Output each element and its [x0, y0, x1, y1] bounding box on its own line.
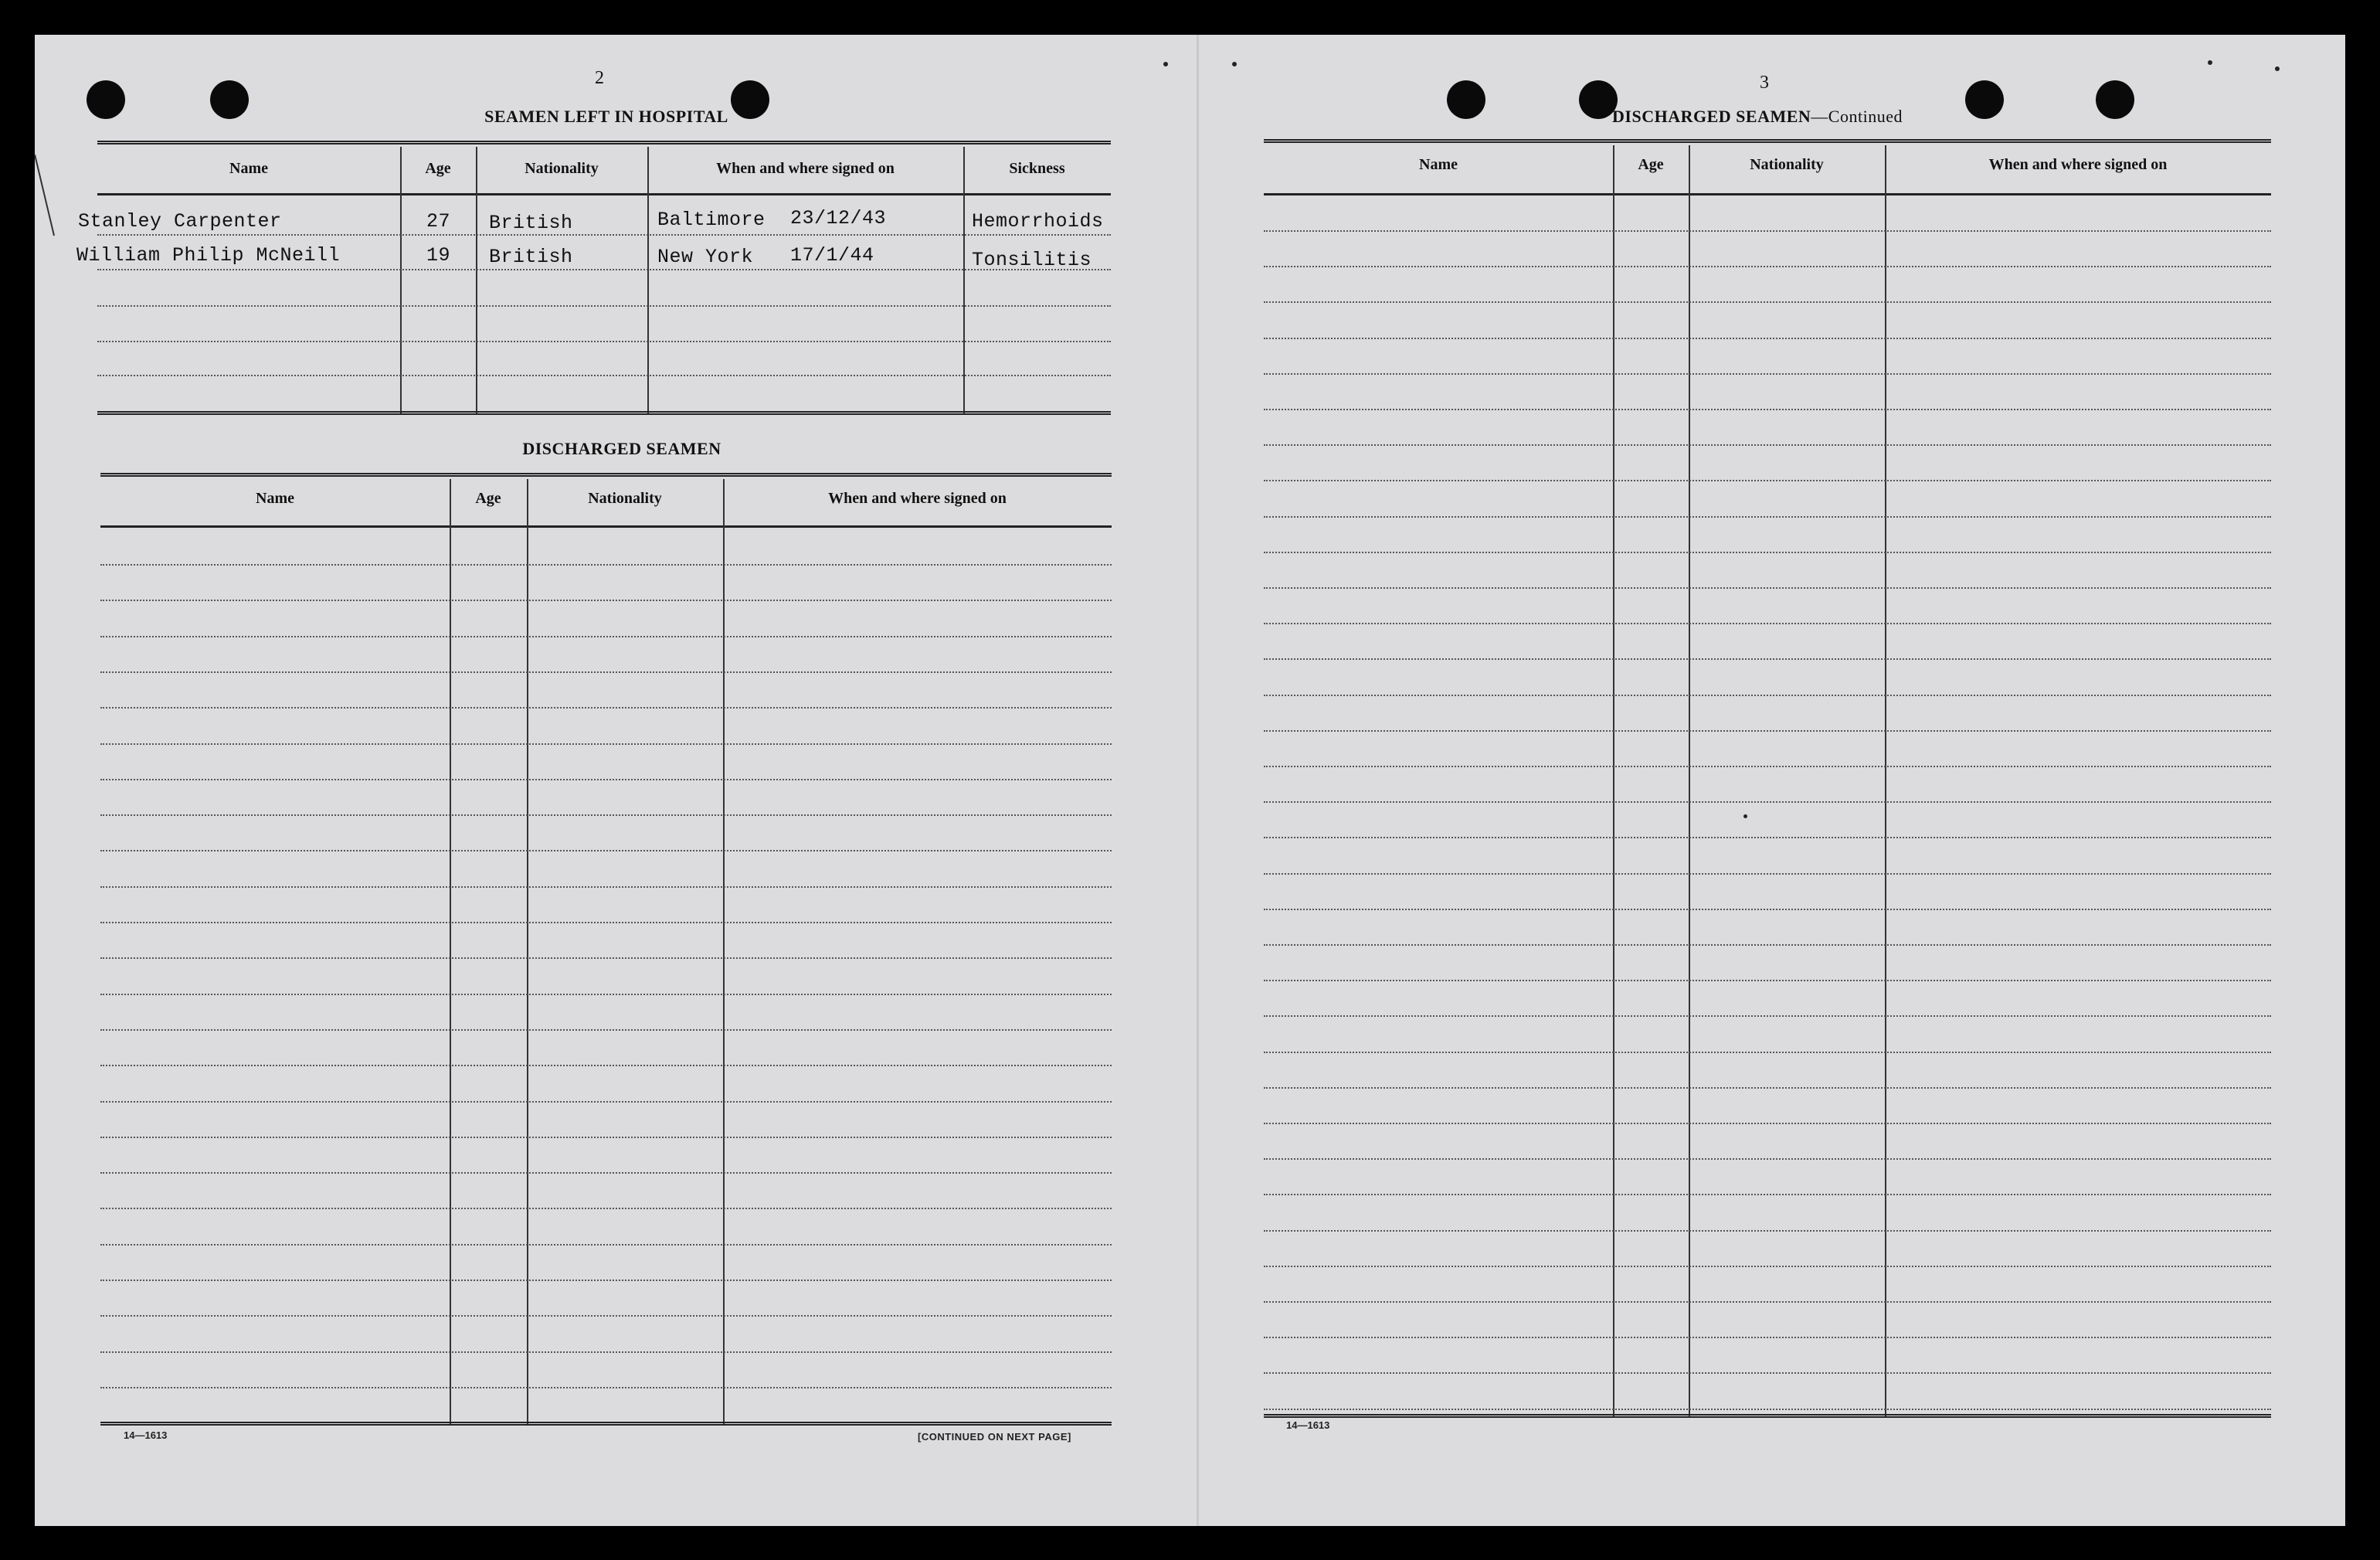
table-row — [1264, 301, 2271, 303]
discharged-section-title: DISCHARGED SEAMEN — [522, 439, 721, 458]
seaman-nationality: British — [489, 246, 573, 268]
table-row — [100, 600, 1112, 601]
table-row — [1264, 730, 2271, 732]
sickness: Tonsilitis — [972, 249, 1092, 271]
table-row — [1264, 837, 2271, 838]
table-row — [100, 850, 1112, 851]
table-row — [1264, 1409, 2271, 1410]
signed-on-place: Baltimore — [657, 209, 766, 231]
table-row — [1264, 338, 2271, 339]
table-row — [1264, 944, 2271, 946]
table-row — [1264, 1301, 2271, 1303]
table-row — [1264, 909, 2271, 910]
seaman-age: 19 — [426, 244, 451, 267]
page-number: 2 — [595, 68, 604, 88]
column-header-name: Name — [256, 490, 294, 507]
speck — [1163, 62, 1168, 66]
column-header-age: Age — [1638, 156, 1664, 173]
table-row — [1264, 552, 2271, 553]
title-suffix: —Continued — [1811, 107, 1903, 126]
table-row — [1264, 980, 2271, 981]
discharged-table — [100, 473, 1112, 1426]
discharged-continued-table — [1264, 139, 2271, 1418]
table-row — [100, 994, 1112, 995]
column-header-nationality: Nationality — [1750, 156, 1824, 173]
table-row — [1264, 1123, 2271, 1124]
table-row — [100, 636, 1112, 637]
table-row — [100, 1172, 1112, 1174]
table-row — [100, 1065, 1112, 1066]
table-row — [1264, 1230, 2271, 1232]
table-row — [100, 1387, 1112, 1388]
seaman-name: Stanley Carpenter — [78, 210, 282, 233]
form-number: 14—1613 — [1286, 1419, 1330, 1431]
table-row — [100, 707, 1112, 709]
table-row — [100, 743, 1112, 745]
table-row — [100, 1101, 1112, 1103]
table-row — [1264, 1087, 2271, 1089]
table-row — [100, 1315, 1112, 1317]
punch-hole-icon — [1965, 80, 2004, 119]
table-row — [100, 1244, 1112, 1246]
table-row — [1264, 1052, 2271, 1053]
table-row — [1264, 1372, 2271, 1374]
title-main: DISCHARGED SEAMEN — [1612, 107, 1811, 126]
column-header-name: Name — [1419, 156, 1458, 173]
column-header-sickness: Sickness — [1009, 160, 1065, 177]
table-row — [1264, 480, 2271, 481]
table-row — [1264, 658, 2271, 660]
column-header-age: Age — [475, 490, 501, 507]
table-row — [1264, 266, 2271, 267]
seaman-age: 27 — [426, 210, 451, 233]
table-row — [100, 1137, 1112, 1138]
table-row — [100, 1208, 1112, 1209]
table-row — [1264, 1158, 2271, 1160]
table-row — [1264, 873, 2271, 875]
page-fold — [1197, 35, 1199, 1526]
continued-note: [CONTINUED ON NEXT PAGE] — [918, 1431, 1071, 1443]
table-row — [1264, 695, 2271, 696]
punch-hole-icon — [1447, 80, 1485, 119]
table-row — [100, 1351, 1112, 1353]
table-row — [100, 1029, 1112, 1031]
table-row — [100, 886, 1112, 888]
table-row — [100, 922, 1112, 923]
pencil-check-icon — [31, 151, 62, 267]
punch-hole-icon — [2096, 80, 2134, 119]
table-row — [1264, 1194, 2271, 1195]
table-row — [100, 671, 1112, 673]
table-row — [100, 957, 1112, 959]
table-row — [100, 779, 1112, 780]
column-header-nationality: Nationality — [588, 490, 662, 507]
table-row — [1264, 623, 2271, 624]
table-row — [1264, 766, 2271, 767]
table-row — [1264, 587, 2271, 589]
table-row — [100, 814, 1112, 816]
seaman-name: William Philip McNeill — [76, 244, 341, 267]
column-header-signed-on: When and where signed on — [1988, 156, 2168, 173]
punch-hole-icon — [210, 80, 249, 119]
table-row — [1264, 1337, 2271, 1338]
table-row — [1264, 516, 2271, 518]
speck — [1232, 62, 1237, 66]
page-number: 3 — [1760, 73, 1769, 93]
discharged-continued-title — [1576, 107, 1939, 127]
column-header-age: Age — [425, 160, 451, 177]
column-header-nationality: Nationality — [525, 160, 599, 177]
column-header-name: Name — [229, 160, 268, 177]
table-row — [1264, 1266, 2271, 1267]
signed-on-date: 23/12/43 — [790, 207, 887, 229]
signed-on-place: New York — [657, 246, 754, 268]
table-row — [100, 564, 1112, 566]
table-row — [1264, 230, 2271, 232]
hospital-section-title: SEAMEN LEFT IN HOSPITAL — [484, 107, 728, 126]
hospital-table — [97, 141, 1111, 417]
seaman-nationality: British — [489, 212, 573, 234]
table-row — [1264, 373, 2271, 375]
form-number: 14—1613 — [124, 1429, 168, 1441]
table-row — [1264, 801, 2271, 803]
table-row — [1264, 1015, 2271, 1017]
speck — [2275, 66, 2280, 71]
punch-hole-icon — [87, 80, 125, 119]
column-header-signed-on: When and where signed on — [716, 160, 895, 177]
column-header-signed-on: When and where signed on — [828, 490, 1007, 507]
table-row — [1264, 409, 2271, 410]
signed-on-date: 17/1/44 — [790, 244, 874, 267]
table-row — [1264, 444, 2271, 446]
speck — [2208, 60, 2212, 65]
table-row — [100, 1280, 1112, 1281]
sickness: Hemorrhoids — [972, 210, 1104, 233]
